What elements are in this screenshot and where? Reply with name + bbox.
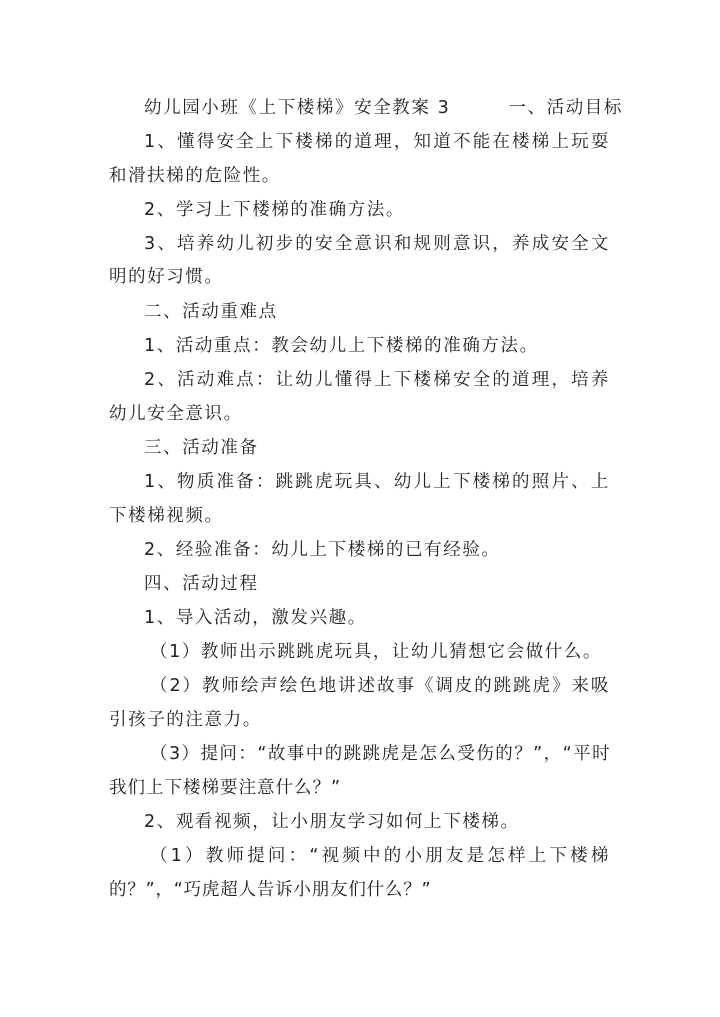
paragraph-line: 2、活动难点：让幼儿懂得上下楼梯安全的道理，培养 <box>144 370 610 390</box>
paragraph-line: 1、懂得安全上下楼梯的道理，知道不能在楼梯上玩耍 <box>144 132 610 152</box>
paragraph-line: 下楼梯视频。 <box>109 506 224 526</box>
section-heading-goals: 一、活动目标 <box>508 98 624 118</box>
paragraph-line: 和滑扶梯的危险性。 <box>109 166 281 186</box>
paragraph-line: （1）教师提问：“视频中的小朋友是怎样上下楼梯 <box>150 846 610 866</box>
paragraph-line: 2、观看视频，让小朋友学习如何上下楼梯。 <box>144 812 520 832</box>
paragraph-line: 幼儿安全意识。 <box>109 404 243 424</box>
paragraph-line: 2、学习上下楼梯的准确方法。 <box>144 200 406 220</box>
paragraph-line: （1）教师出示跳跳虎玩具，让幼儿猜想它会做什么。 <box>150 642 603 662</box>
paragraph-line: 引孩子的注意力。 <box>109 710 262 730</box>
paragraph-line: 3、培养幼儿初步的安全意识和规则意识，养成安全文 <box>144 234 610 254</box>
paragraph-line: 明的好习惯。 <box>109 267 224 287</box>
paragraph-line: 我们上下楼梯要注意什么？” <box>109 778 342 798</box>
title-line <box>144 96 623 120</box>
paragraph-line: 1、物质准备：跳跳虎玩具、幼儿上下楼梯的照片、上 <box>144 472 610 492</box>
paragraph-line: （3）提问：“故事中的跳跳虎是怎么受伤的？”，“平时 <box>150 744 610 764</box>
paragraph-line: （2）教师绘声绘色地讲述故事《调皮的跳跳虎》来吸 <box>150 676 610 696</box>
section-heading: 二、活动重难点 <box>144 302 278 322</box>
paragraph-line: 1、导入活动，激发兴趣。 <box>144 608 367 628</box>
paragraph-line: 2、经验准备：幼儿上下楼梯的已有经验。 <box>144 540 501 560</box>
paragraph-line: 的？”，“巧虎超人告诉小朋友们什么？” <box>109 880 432 900</box>
section-heading: 四、活动过程 <box>144 574 259 594</box>
document-title: 幼儿园小班《上下楼梯》安全教案 3 <box>144 98 451 118</box>
paragraph-line: 1、活动重点：教会幼儿上下楼梯的准确方法。 <box>144 336 539 356</box>
section-heading: 三、活动准备 <box>144 438 259 458</box>
